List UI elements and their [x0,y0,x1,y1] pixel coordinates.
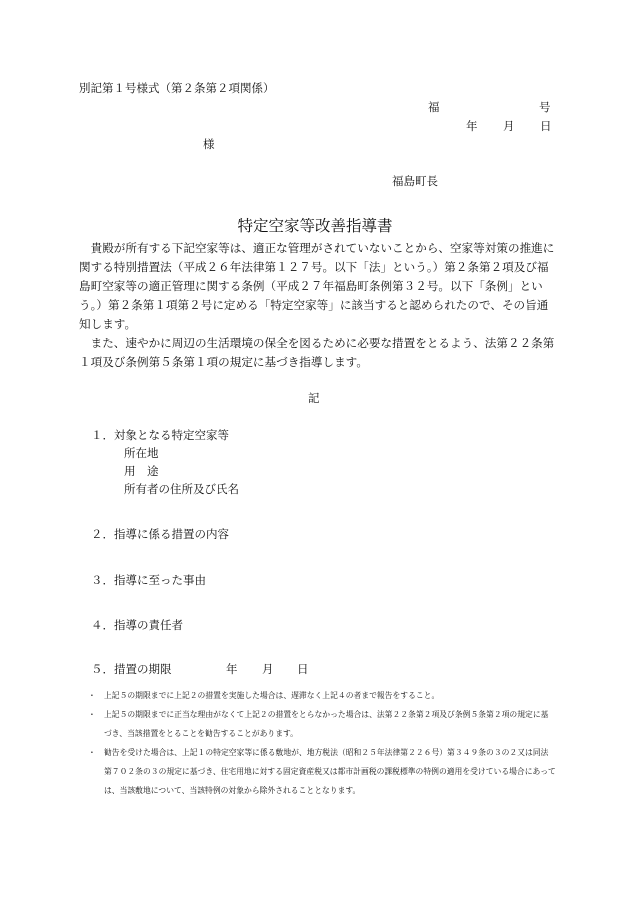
deadline-month: 月 [262,662,274,676]
body-paragraph-2: また、速やかに周辺の生活環境の保全を図るために必要な措置をとるよう、法第２２条第１項及び条例第５条第１項の規定に基づき指導します。 [79,336,555,369]
body-paragraph-1: 貴殿が所有する下記空家等は、適正な管理がされていないことから、空家等対策の推進に関する特別措置法（平成２６年法律第１２７号。以下「法」という。）第２条第２項及び福島町空家等の適正管理に関する条例（平成２７年福島町条例第３２号。以下「条例」という。）第２条第１項第２号に定める「特定空家等」に該当すると認められたので、その旨通知します。 [79,241,555,331]
section-3-heading: ３．指導に至った事由 [91,573,206,587]
section-5-heading: ５．措置の期限 [91,662,172,676]
section-2-heading: ２．指導に係る措置の内容 [91,527,229,541]
section-1-location: 所在地 [124,446,159,460]
note-text: 上記５の期限までに上記２の措置を実施した場合は、遅滞なく上記４の者まで報告をすること。 [104,691,440,700]
document-number-suffix: 号 [539,100,551,114]
document-title: 特定空家等改善指導書 [237,217,393,235]
section-1-heading: １．対象となる特定空家等 [91,428,229,442]
form-number: 別記第１号様式（第２条第２項関係） [79,81,275,95]
deadline-day: 日 [297,662,309,676]
section-1-usage: 用 途 [124,464,159,478]
date-year: 年 [466,119,478,133]
document-number-prefix: 福 [428,100,440,114]
section-1-owner: 所有者の住所及び氏名 [124,482,239,496]
note-text: 上記５の期限までに正当な理由がなくて上記２の措置をとらなかった場合は、法第２２条第２項及び条例５条第２項の規定に基づき、当該措置をとることを勧告することがあります。 [104,710,549,738]
section-4-heading: ４．指導の責任者 [91,618,183,632]
body-text [79,239,555,372]
note-bullet: ・ [88,710,96,719]
note-item [88,705,556,743]
note-item [88,686,556,705]
issuer-name: 福島町長 [392,174,438,188]
ki-heading: 記 [308,391,320,405]
note-bullet: ・ [88,748,96,757]
date-month: 月 [503,119,515,133]
deadline-year: 年 [226,662,238,676]
notes-list [88,686,556,800]
date-day: 日 [540,119,552,133]
note-item [88,743,556,800]
recipient-honorific: 様 [203,137,215,151]
note-text: 勧告を受けた場合は、上記１の特定空家等に係る敷地が、地方税法（昭和２５年法律第２２６号）第３４９条の３の２又は同法第７０２条の３の規定に基づき、住宅用地に対する固定資産税又は都市計画税の課税標準の特例の適用を受けている場合にあっては、当該敷地について、当該特例の対象から除外されることとなります。 [104,748,556,795]
note-bullet: ・ [88,691,96,700]
